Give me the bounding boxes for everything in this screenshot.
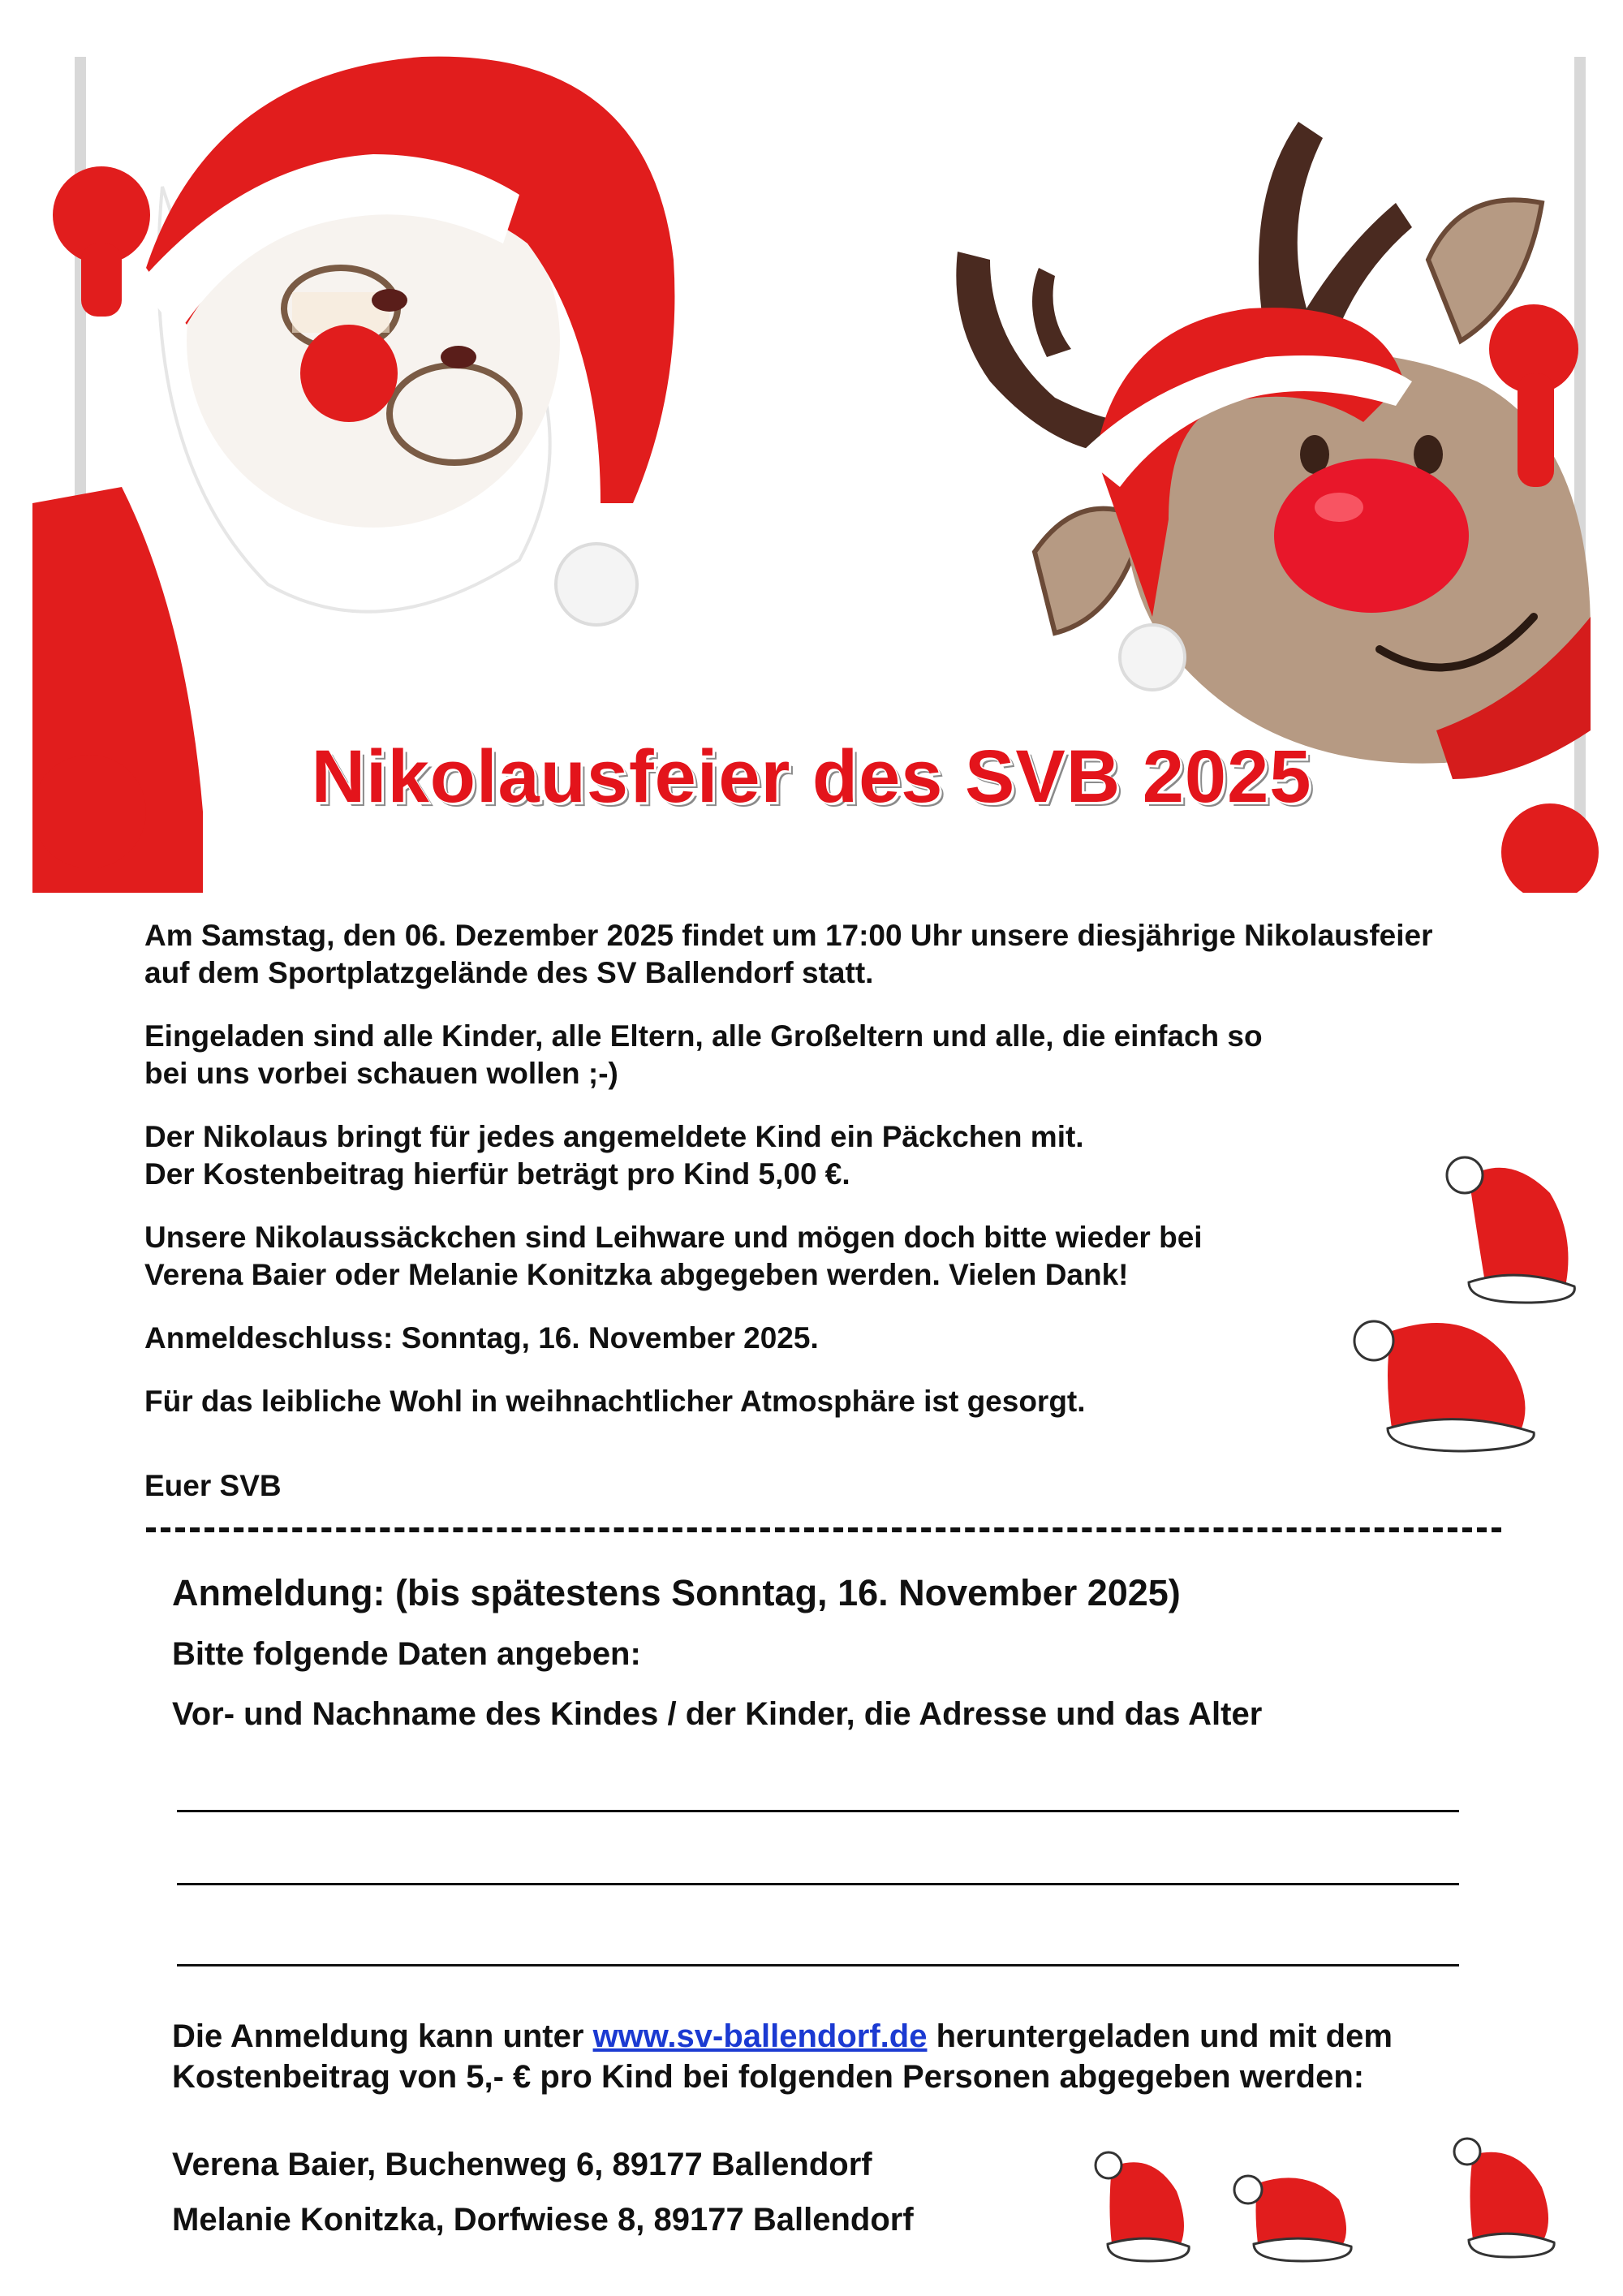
intro-paragraph-3	[144, 1118, 1573, 1193]
form-fields-label: Vor- und Nachname des Kindes / der Kinder, die Adresse und das Alter	[172, 1696, 1263, 1732]
santa-hat-icon	[1225, 2159, 1355, 2264]
page-title: Nikolausfeier des SVB 2025	[311, 735, 1312, 818]
intro-line: Der Kostenbeitrag hierfür beträgt pro Kind 5,00 €.	[144, 1157, 850, 1191]
entry-line[interactable]	[177, 1883, 1459, 1885]
footer-line-1	[172, 2016, 1568, 2057]
contact-2: Melanie Konitzka, Dorfwiese 8, 89177 Ballendorf	[172, 2202, 914, 2238]
intro-paragraph-2	[144, 1018, 1573, 1092]
footer-text: Die Anmeldung kann unter	[172, 2018, 593, 2054]
form-instruction: Bitte folgende Daten angeben:	[172, 1636, 641, 1672]
santa-hat-icon	[1436, 1144, 1582, 1307]
intro-line: Verena Baier oder Melanie Konitzka abgegeben werden. Vielen Dank!	[144, 1258, 1129, 1291]
entry-line[interactable]	[177, 1810, 1459, 1812]
cut-line	[146, 1527, 1501, 1532]
footer-text: heruntergeladen und mit dem	[927, 2018, 1393, 2054]
catering-note: Für das leibliche Wohl in weihnachtlicher Atmosphäre ist gesorgt.	[144, 1385, 1086, 1418]
intro-line: Eingeladen sind alle Kinder, alle Eltern, alle Großeltern und alle, die einfach so	[144, 1019, 1263, 1053]
santa-hat-icon	[1087, 2143, 1193, 2264]
footer-section	[172, 2016, 1568, 2240]
registration-deadline: Anmeldeschluss: Sonntag, 16. November 2025.	[144, 1321, 819, 1355]
website-link[interactable]: www.sv-ballendorf.de	[592, 2018, 928, 2054]
registration-form	[172, 1570, 1568, 1734]
santa-hat-icon	[1343, 1307, 1542, 1453]
intro-line: auf dem Sportplatzgelände des SV Ballendorf statt.	[144, 956, 874, 989]
contact-1: Verena Baier, Buchenweg 6, 89177 Ballendorf	[172, 2147, 872, 2182]
intro-line: bei uns vorbei schauen wollen ;-)	[144, 1057, 618, 1090]
intro-line: Unsere Nikolaussäckchen sind Leihware und mögen doch bitte wieder bei	[144, 1221, 1203, 1254]
entry-line[interactable]	[177, 1964, 1459, 1966]
form-heading: Anmeldung: (bis spätestens Sonntag, 16. November 2025)	[172, 1572, 1181, 1613]
signature: Euer SVB	[144, 1469, 282, 1502]
footer-line-2: Kostenbeitrag von 5,- € pro Kind bei folgenden Personen abgegeben werden:	[172, 2059, 1365, 2095]
intro-line: Der Nikolaus bringt für jedes angemeldete Kind ein Päckchen mit.	[144, 1120, 1084, 1153]
intro-paragraph-4	[144, 1219, 1573, 1294]
intro-line: Am Samstag, den 06. Dezember 2025 findet um 17:00 Uhr unsere diesjährige Nikolausfeier	[144, 919, 1433, 952]
intro-paragraph-1	[144, 917, 1573, 992]
santa-hat-icon	[1444, 2130, 1558, 2260]
